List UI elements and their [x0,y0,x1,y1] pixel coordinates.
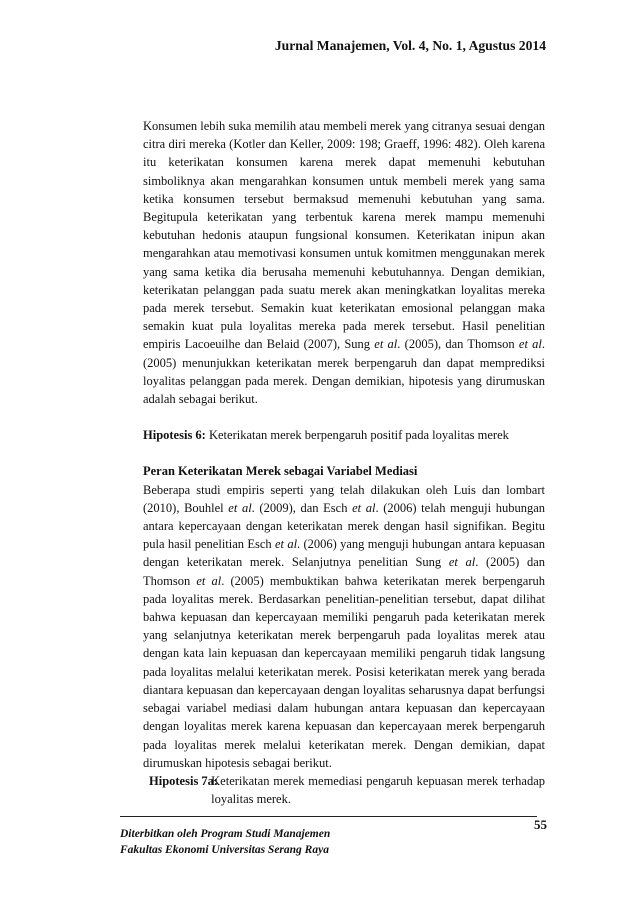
section-title: Peran Keterikatan Merek sebagai Variabel Mediasi [143,464,418,479]
publisher-line-1: Diterbitkan oleh Program Studi Manajemen [120,828,331,840]
footer-divider [120,816,537,817]
publisher-line-2: Fakultas Ekonomi Universitas Serang Raya [120,843,329,856]
hypothesis-7a-text: Keterikatan merek memediasi pengaruh kepuasan merek terhadap loyalitas merek. [211,773,545,807]
paragraph-mediation: Beberapa studi empiris seperti yang telah dilakukan oleh Luis dan lombart (2010), Bouhlel et al. (2009), dan Esch et al. (2006) telah menguji hubungan antara kepercayaan dengan keterikatan merek dengan hasil signifikan. Begitu pula hasil penelitian Esch et al. (2006) yang menguji hubungan antara kepuasan dengan keterikatan merek. Selanjutnya penelitian Sung et al. (2005) dan Thomson et al. (2005) membuktikan bahwa keterikatan merek berpengaruh pada loyalitas merek. Berdasarkan penelitian-penelitian tersebut, dapat dilihat bahwa kepuasan dan kepercayaan memiliki pengaruh pada keterikatan merek yang selanjutnya keterikatan merek berpengaruh pada loyalitas merek atau dengan kata lain kepuasan dan kepercayaan memiliki pengaruh tidak langsung pada loyalitas melalui keterikatan merek. Posisi keterikatan merek yang berada diantara kepuasan dan kepercayaan dengan loyalitas seharusnya dapat berfungsi sebagai variabel mediasi dalam hubungan antara kepuasan dan kepercayaan dengan loyalitas merek karena kepuasan dan kepercayaan merek berpengaruh pada loyalitas merek melalui keterikatan merek. Dengan demikian, dapat dirumuskan hipotesis sebagai berikut. [143,482,545,770]
hypothesis-7a [143,772,545,808]
hypothesis-7a-label: Hipotesis 7a: [149,773,219,788]
publisher-footer [120,827,330,858]
journal-header: Jurnal Manajemen, Vol. 4, No. 1, Agustus 2014 [274,38,546,53]
page-body [143,117,545,808]
hypothesis-6-label: Hipotesis 6: [143,428,206,443]
hypothesis-6 [143,426,545,444]
hypothesis-6-text: Keterikatan merek berpengaruh positif pada loyalitas merek [205,428,509,443]
paragraph-brand-attachment-loyalty: Konsumen lebih suka memilih atau membeli merek yang citranya sesuai dengan citra diri mereka (Kotler dan Keller, 2009: 198; Graeff, 1996: 482). Oleh karena itu keterikatan konsumen karena merek dapat memenuhi kebutuhan simboliknya akan mengarahkan konsumen untuk membeli merek yang sama ketika konsumen tersebut bermaksud memenuhi kebutuhan yang sama. Begitupula keterikatan yang terbentuk karena merek mampu memenuhi kebutuhan hedonis ataupun fungsional konsumen. Keterikatan inipun akan mengarahkan atau memotivasi konsumen untuk komitmen menggunakan merek yang sama ketika dia berusaha memenuhi kebutuhannya. Dengan demikian, keterikatan pelanggan pada suatu merek akan meningkatkan loyalitas mereka pada merek tersebut. Semakin kuat keterikatan emosional pelanggan maka semakin kuat pula loyalitas mereka pada merek tersebut. Hasil penelitian empiris Lacoeuilhe dan Belaid (2007), Sung et al. (2005), dan Thomson et al. (2005) menunjukkan keterikatan merek berpengaruh dan dapat memprediksi loyalitas pelanggan pada merek. Dengan demikian, hipotesis yang dirumuskan adalah sebagai berikut. [143,119,546,407]
page-number: 55 [534,817,547,832]
